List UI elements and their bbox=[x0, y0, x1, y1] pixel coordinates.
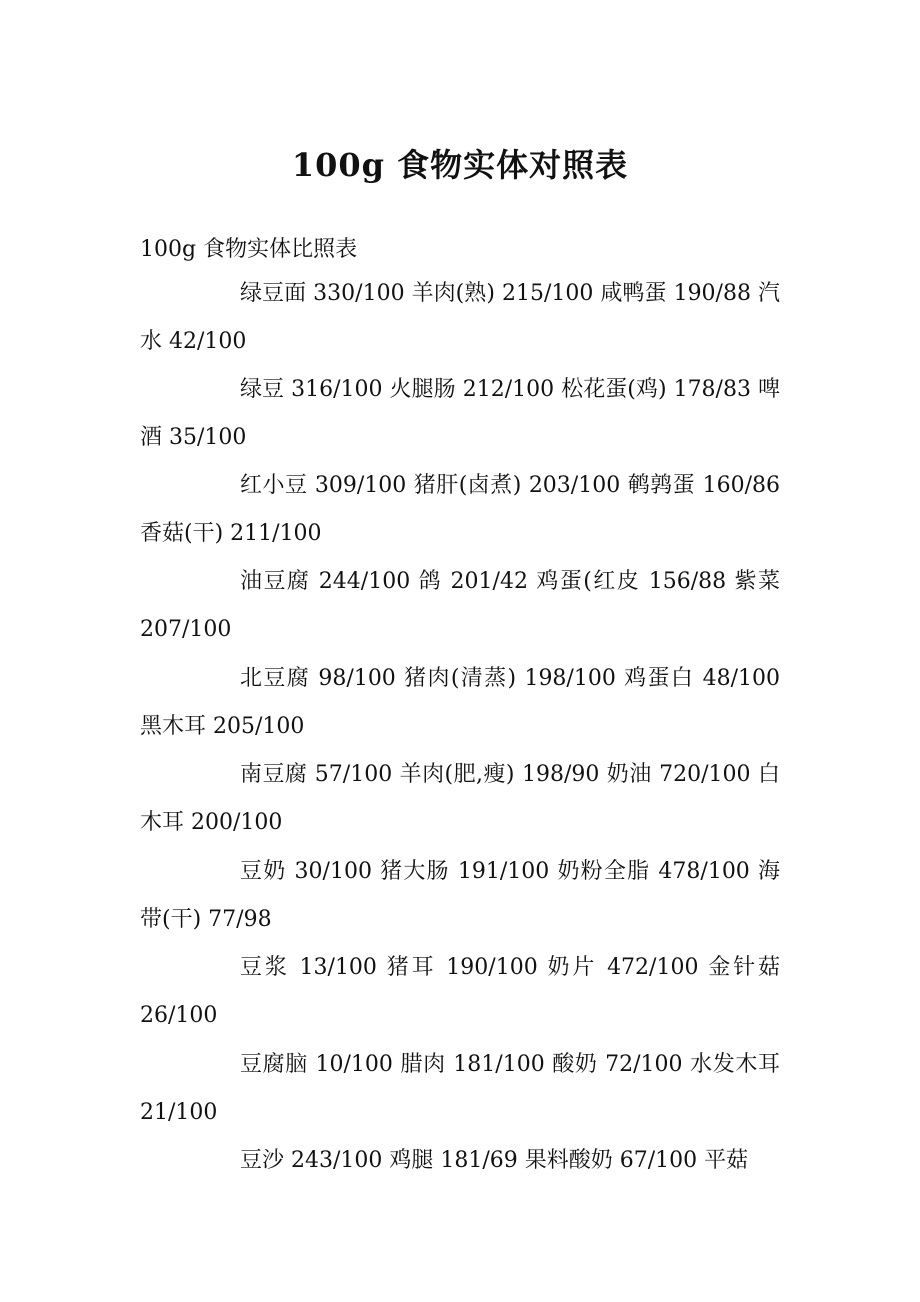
paragraph-1: 绿豆面 330/100 羊肉(熟) 215/100 咸鸭蛋 190/88 汽水 42/100 bbox=[140, 281, 780, 354]
page-title: 100g 食物实体对照表 bbox=[291, 146, 629, 184]
paragraph-4: 油豆腐 244/100 鸽 201/42 鸡蛋(红皮 156/88 紫菜 207/100 bbox=[140, 569, 780, 642]
paragraph-10: 豆沙 243/100 鸡腿 181/69 果料酸奶 67/100 平菇 bbox=[240, 1148, 749, 1173]
paragraph-8: 豆浆 13/100 猪耳 190/100 奶片 472/100 金针菇 26/100 bbox=[140, 955, 780, 1028]
paragraph-7: 豆奶 30/100 猪大肠 191/100 奶粉全脂 478/100 海带(干) 77/98 bbox=[140, 859, 780, 932]
paragraph-2: 绿豆 316/100 火腿肠 212/100 松花蛋(鸡) 178/83 啤酒 35/100 bbox=[140, 377, 780, 450]
paragraph-6: 南豆腐 57/100 羊肉(肥,瘦) 198/90 奶油 720/100 白木耳 200/100 bbox=[140, 762, 780, 835]
paragraph-9: 豆腐脑 10/100 腊肉 181/100 酸奶 72/100 水发木耳 21/100 bbox=[140, 1052, 780, 1125]
paragraph-5: 北豆腐 98/100 猪肉(清蒸) 198/100 鸡蛋白 48/100 黑木耳 205/100 bbox=[140, 666, 780, 739]
paragraph-3: 红小豆 309/100 猪肝(卤煮) 203/100 鹌鹑蛋 160/86 香菇(干) 211/100 bbox=[140, 473, 780, 546]
subtitle: 100g 食物实体比照表 bbox=[140, 237, 358, 262]
